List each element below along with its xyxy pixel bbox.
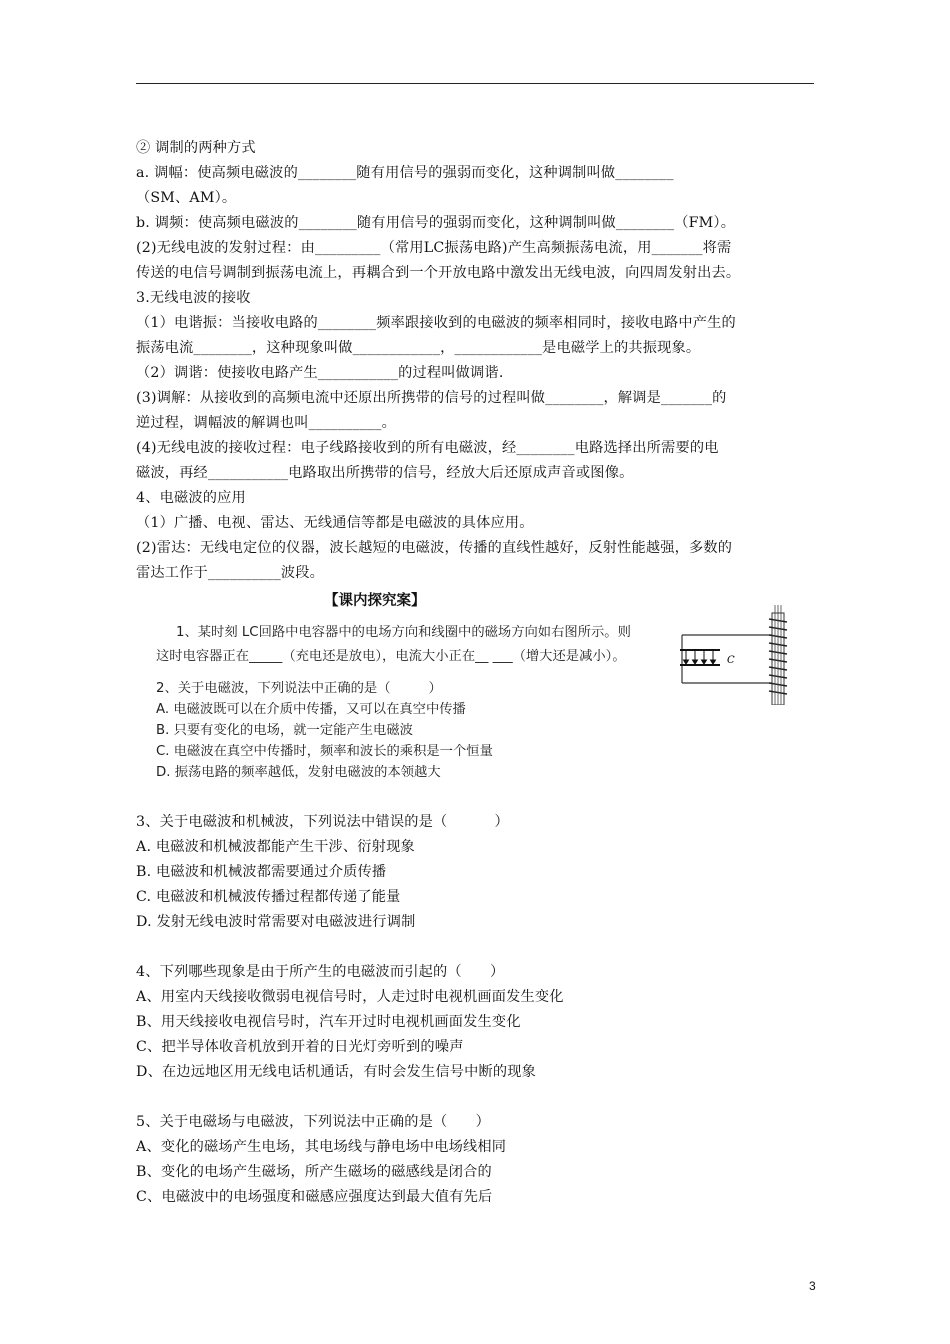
text-line: （2）调谐：使接收电路产生___________的过程叫做调谐. (136, 365, 504, 381)
capacitor-label: C (727, 655, 735, 666)
text-line: (2)雷达：无线电定位的仪器，波长越短的电磁波，传播的直线性越好，反射性能越强，多数的 (136, 540, 733, 556)
text-line: 4、电磁波的应用 (136, 490, 246, 506)
text-line: C、把半导体收音机放到开着的日光灯旁听到的噪声 (136, 1039, 464, 1055)
text-line: a. 调幅：使高频电磁波的________随有用信号的强弱而变化，这种调制叫做________ (136, 165, 674, 181)
text-line: B. 电磁波和机械波都需要通过介质传播 (136, 864, 387, 880)
question-2-stem: 2、关于电磁波，下列说法中正确的是（ ） (156, 681, 442, 696)
text-line: A、用室内天线接收微弱电视信号时，人走过时电视机画面发生变化 (136, 989, 564, 1005)
question-2-option-d: D. 振荡电路的频率越低，发射电磁波的本领越大 (156, 765, 441, 780)
text-line: 振荡电流________，这种现象叫做____________，____________是电磁学上的共振现象。 (136, 340, 701, 356)
text-line: （1）电谐振：当接收电路的________频率跟接收到的电磁波的频率相同时，接收电路中产生的 (136, 315, 736, 331)
header-rule (136, 83, 814, 84)
text-line: 5、关于电磁场与电磁波，下列说法中正确的是（ ） (136, 1114, 491, 1130)
question-2-option-c: C. 电磁波在真空中传播时，频率和波长的乘积是一个恒量 (156, 744, 493, 759)
question-2-option-a: A. 电磁波既可以在介质中传播，又可以在真空中传播 (156, 702, 466, 717)
text-line: C. 电磁波和机械波传播过程都传递了能量 (136, 889, 401, 905)
lc-circuit-figure (672, 605, 802, 705)
text-line: 3、关于电磁波和机械波，下列说法中错误的是（ ） (136, 814, 509, 830)
question-2-option-b: B. 只要有变化的电场，就一定能产生电磁波 (156, 723, 413, 738)
text-line: （SM、AM）。 (136, 190, 237, 206)
text-line: C、电磁波中的电场强度和磁感应强度达到最大值有先后 (136, 1189, 493, 1205)
text-line: 3.无线电波的接收 (136, 290, 251, 306)
text-line: B、变化的电场产生磁场，所产生磁场的磁感线是闭合的 (136, 1164, 492, 1180)
text-line: 传送的电信号调制到振荡电流上，再耦合到一个开放电路中激发出无线电波，向四周发射出去。 (136, 265, 741, 281)
text-line: ② 调制的两种方式 (136, 140, 256, 156)
section-title: 【课内探究案】 (324, 593, 426, 609)
text-line: b. 调频：使高频电磁波的________随有用信号的强弱而变化，这种调制叫做________（FM）。 (136, 215, 736, 231)
question-1-line-1: 1、某时刻 LC回路中电容器中的电场方向和线圈中的磁场方向如右图所示。则 (176, 625, 631, 640)
text-line: A、变化的磁场产生电场，其电场线与静电场中电场线相同 (136, 1139, 507, 1155)
text-line: (2)无线电波的发射过程：由_________（常用LC振荡电路)产生高频振荡电流，用_______将需 (136, 240, 732, 256)
text-line: A. 电磁波和机械波都能产生干涉、衍射现象 (136, 839, 415, 855)
question-1-line-2: 这时电容器正在_____（充电还是放电），电流大小正在__ ___（增大还是减小）。 (156, 649, 626, 664)
text-line: D、在边远地区用无线电话机通话，有时会发生信号中断的现象 (136, 1064, 537, 1080)
text-line: （1）广播、电视、雷达、无线通信等都是电磁波的具体应用。 (136, 515, 534, 531)
text-line: (3)调解：从接收到的高频电流中还原出所携带的信号的过程叫做________，解调是_______的 (136, 390, 727, 406)
text-line: (4)无线电波的接收过程：电子线路接收到的所有电磁波，经________电路选择出所需要的电 (136, 440, 719, 456)
text-line: 雷达工作于__________波段。 (136, 565, 325, 581)
text-line: D. 发射无线电波时常需要对电磁波进行调制 (136, 914, 416, 930)
text-line: 磁波，再经___________电路取出所携带的信号，经放大后还原成声音或图像。 (136, 465, 634, 481)
text-line: 逆过程，调幅波的解调也叫__________。 (136, 415, 396, 431)
text-line: B、用天线接收电视信号时，汽车开过时电视机画面发生变化 (136, 1014, 521, 1030)
page-number: 3 (809, 1279, 816, 1293)
text-line: 4、下列哪些现象是由于所产生的电磁波而引起的（ ） (136, 964, 505, 980)
